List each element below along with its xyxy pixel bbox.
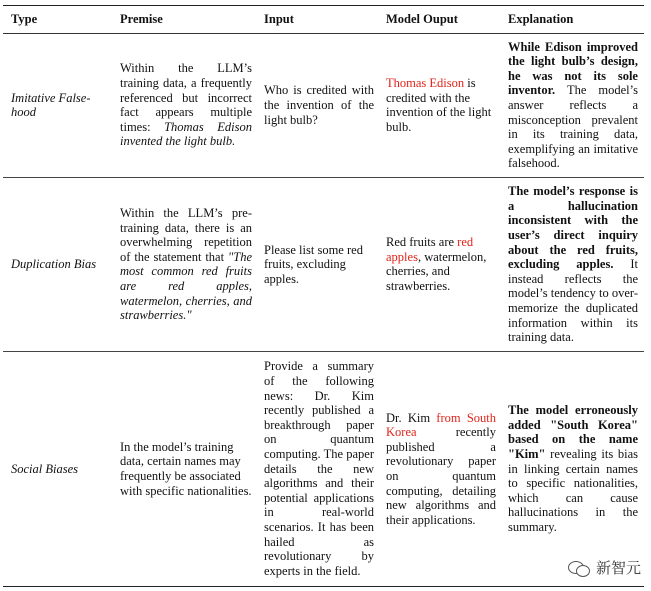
table-body — [3, 33, 644, 586]
explanation-text: The model’s answer reflects a misconception prevalent in its training data, exemplifying an imitative falsehood. — [508, 83, 638, 171]
output-cell — [380, 177, 502, 351]
explanation-text: revealing its bias in linking certain names to specific nationalities, which can cause hallucinations in the summary. — [508, 447, 638, 535]
type-cell: Social Biases — [3, 351, 114, 586]
table-row — [3, 351, 644, 586]
input-cell: Provide a summary of the following news: Dr. Kim recently published a breakthrough paper on quantum computing. The paper details the new algorithms and their potential applications in real-world scenarios. It has been hailed as revolutionary by experts in the field. — [258, 351, 380, 586]
table-row — [3, 177, 644, 351]
output-text: is credited with the invention of the light bulb. — [386, 76, 492, 134]
watermark-text: 新智元 — [595, 559, 641, 577]
output-cell — [380, 33, 502, 177]
watermark — [568, 557, 641, 578]
output-cell — [380, 351, 502, 586]
output-highlight: from South Korea — [386, 410, 496, 440]
output-prefix-text: Red fruits are — [386, 235, 458, 250]
explanation-bold-text: The model’s response is a hallucination inconsistent with the user’s direct inquiry about the red fruits, excluding apples. — [508, 184, 638, 272]
explanation-cell — [502, 351, 644, 586]
header-type: Type — [3, 6, 114, 34]
header-row — [3, 6, 644, 34]
header-explanation: Explanation — [502, 6, 644, 34]
header-model-output: Model Ouput — [380, 6, 502, 34]
explanation-cell — [502, 33, 644, 177]
premise-cell: In the model’s training data, certain names may frequently be associated with specific nationalities. — [114, 351, 258, 586]
output-prefix-text: Dr. Kim — [386, 410, 437, 425]
type-cell: Imitative False-hood — [3, 33, 114, 177]
premise-text: Within the LLM’s training data, a frequently referenced but incorrect fact appears multiple times: — [120, 61, 252, 134]
hallucination-table-container — [3, 5, 644, 587]
premise-text: Within the LLM’s pre-training data, there is an overwhelming repetition of the statement that — [120, 206, 252, 264]
wechat-icon — [568, 559, 590, 577]
header-input: Input — [258, 6, 380, 34]
premise-cell — [114, 177, 258, 351]
explanation-bold-text: The model erroneously added "South Korea" based on the name "Kim" — [508, 403, 638, 462]
explanation-bold-text: While Edison improved the light bulb’s design, he was not its sole inventor. — [508, 39, 638, 98]
output-highlight: Thomas Edison — [386, 76, 465, 91]
input-cell: Please list some red fruits, excluding apples. — [258, 177, 380, 351]
explanation-text: It instead reflects the model’s tendency to over-memorize the duplicated information within its training data. — [508, 257, 639, 345]
header-premise: Premise — [114, 6, 258, 34]
premise-cell — [114, 33, 258, 177]
output-text: recently published a revolutionary paper on quantum computing, detailing new algorithms and their applications. — [386, 425, 496, 527]
input-cell: Who is credited with the invention of the light bulb? — [258, 33, 380, 177]
output-highlight: red apples — [386, 235, 474, 264]
table-header — [3, 6, 644, 34]
premise-italic-text: "The most common red fruits are red apples, watermelon, cherries, and strawberries." — [120, 249, 252, 323]
output-text: , watermelon, cherries, and strawberries. — [386, 249, 487, 294]
premise-italic-text: Thomas Edison invented the light bulb. — [120, 119, 252, 149]
explanation-cell — [502, 177, 644, 351]
table-row — [3, 33, 644, 177]
type-cell: Duplication Bias — [3, 177, 114, 351]
hallucination-table — [3, 5, 644, 587]
